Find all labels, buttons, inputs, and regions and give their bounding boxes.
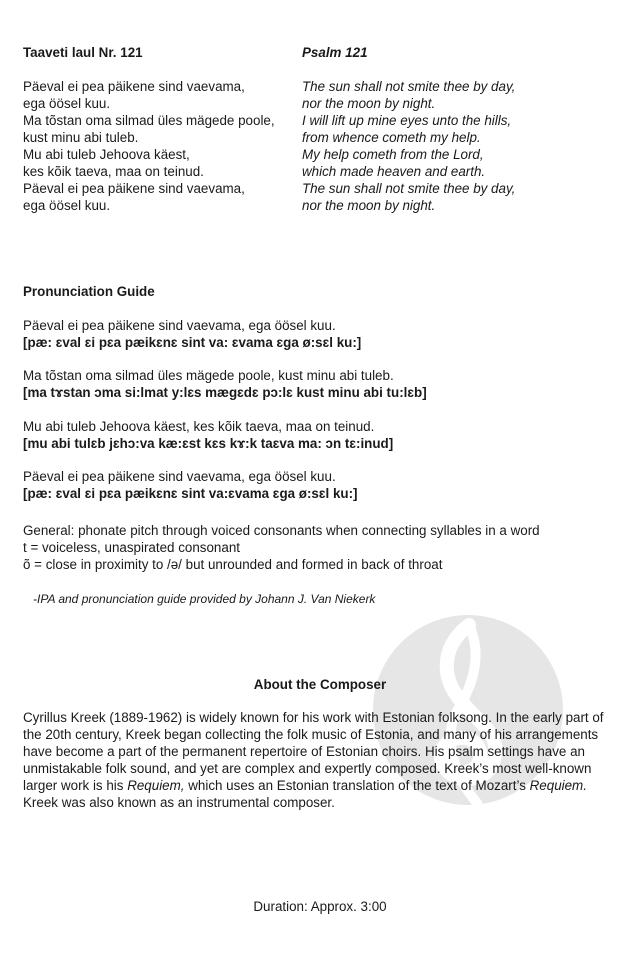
estonian-text: Päeval ei pea päikene sind vaevama, ega öösel kuu. xyxy=(23,318,336,333)
ipa-transcription: [pæ: ɛval ɛi pɛa pæikɛnɛ sint va:ɛvama ɛga ø:sɛl ku:] xyxy=(23,486,358,501)
english-lyric-line: which made heaven and earth. xyxy=(302,164,486,179)
english-lyric-line: from whence cometh my help. xyxy=(302,130,481,145)
english-lyric-line: nor the moon by night. xyxy=(302,96,436,111)
estonian-text: Ma tõstan oma silmad üles mägede poole, kust minu abi tuleb. xyxy=(23,368,394,383)
about-composer-paragraph xyxy=(23,709,623,811)
english-lyric-line: My help cometh from the Lord, xyxy=(302,147,484,162)
estonian-lyric-line: ega öösel kuu. xyxy=(23,96,111,111)
estonian-lyric-line: Ma tõstan oma silmad üles mägede poole, xyxy=(23,113,275,128)
general-notes xyxy=(23,522,540,573)
pronunciation-entry xyxy=(23,418,623,452)
estonian-lyric-line: Päeval ei pea päikene sind vaevama, xyxy=(23,181,245,196)
estonian-lines xyxy=(23,78,275,214)
estonian-title: Taaveti laul Nr. 121 xyxy=(23,45,143,60)
duration: Duration: Approx. 3:00 xyxy=(253,899,387,914)
pronunciation-entry xyxy=(23,317,623,351)
general-note: õ = close in proximity to /ə/ but unrounded and formed in back of throat xyxy=(23,557,443,572)
estonian-lyrics-column xyxy=(23,44,275,214)
english-lyric-line: The sun shall not smite thee by day, xyxy=(302,181,516,196)
ipa-transcription: [pæ: ɛval ɛi pɛa pæikɛnɛ sint va: ɛvama ɛga ø:sɛl ku:] xyxy=(23,335,362,350)
english-lyric-line: I will lift up mine eyes unto the hills, xyxy=(302,113,512,128)
ipa-credit: -IPA and pronunciation guide provided by Johann J. Van Niekerk xyxy=(33,592,376,606)
estonian-lyric-line: ega öösel kuu. xyxy=(23,198,111,213)
about-text: Kreek was also known as an instrumental composer. xyxy=(23,795,335,810)
general-note: General: phonate pitch through voiced consonants when connecting syllables in a word xyxy=(23,523,540,538)
estonian-lyric-line: Päeval ei pea päikene sind vaevama, xyxy=(23,79,245,94)
estonian-lyric-line: Mu abi tuleb Jehoova käest, xyxy=(23,147,190,162)
ipa-transcription: [mu abi tulɛb jɛhɔ:va kæ:ɛst kɛs kɤ:k taɛva ma: ɔn tɛ:inud] xyxy=(23,436,394,451)
requiem-title: Requiem. xyxy=(529,778,587,793)
pronunciation-entry xyxy=(23,468,623,502)
about-text: which uses an Estonian translation of the text of Mozart’s xyxy=(184,778,530,793)
english-title: Psalm 121 xyxy=(302,45,368,60)
english-lyric-line: nor the moon by night. xyxy=(302,198,436,213)
about-composer-title: About the Composer xyxy=(253,677,387,692)
pronunciation-entry xyxy=(23,367,623,401)
english-lyric-line: The sun shall not smite thee by day, xyxy=(302,79,516,94)
pronunciation-guide-title: Pronunciation Guide xyxy=(23,284,155,299)
general-note: t = voiceless, unaspirated consonant xyxy=(23,540,240,555)
english-lines xyxy=(302,78,515,214)
english-lyrics-column xyxy=(302,44,515,214)
estonian-lyric-line: kes kõik taeva, maa on teinud. xyxy=(23,164,204,179)
estonian-text: Mu abi tuleb Jehoova käest, kes kõik taeva, maa on teinud. xyxy=(23,419,375,434)
ipa-transcription: [ma tɤstan ɔma si:lmat y:lɛs mægɛdɛ pɔ:lɛ kust minu abi tu:lɛb] xyxy=(23,385,427,400)
estonian-lyric-line: kust minu abi tuleb. xyxy=(23,130,139,145)
estonian-text: Päeval ei pea päikene sind vaevama, ega öösel kuu. xyxy=(23,469,336,484)
about-text: Cyrillus Kreek (1889-1962) is widely known for his work with Estonian folksong. In the early part of the 20th century, Kreek began collecting the folk music of Estonia, and many of his arrangements have become a part of the permanent repertoire of Estonian choirs. His psalm settings have an unmistakable folk sound, and yet are complex and expertly composed. Kreek’s most well-known larger work is his xyxy=(23,710,604,793)
requiem-title: Requiem, xyxy=(127,778,185,793)
